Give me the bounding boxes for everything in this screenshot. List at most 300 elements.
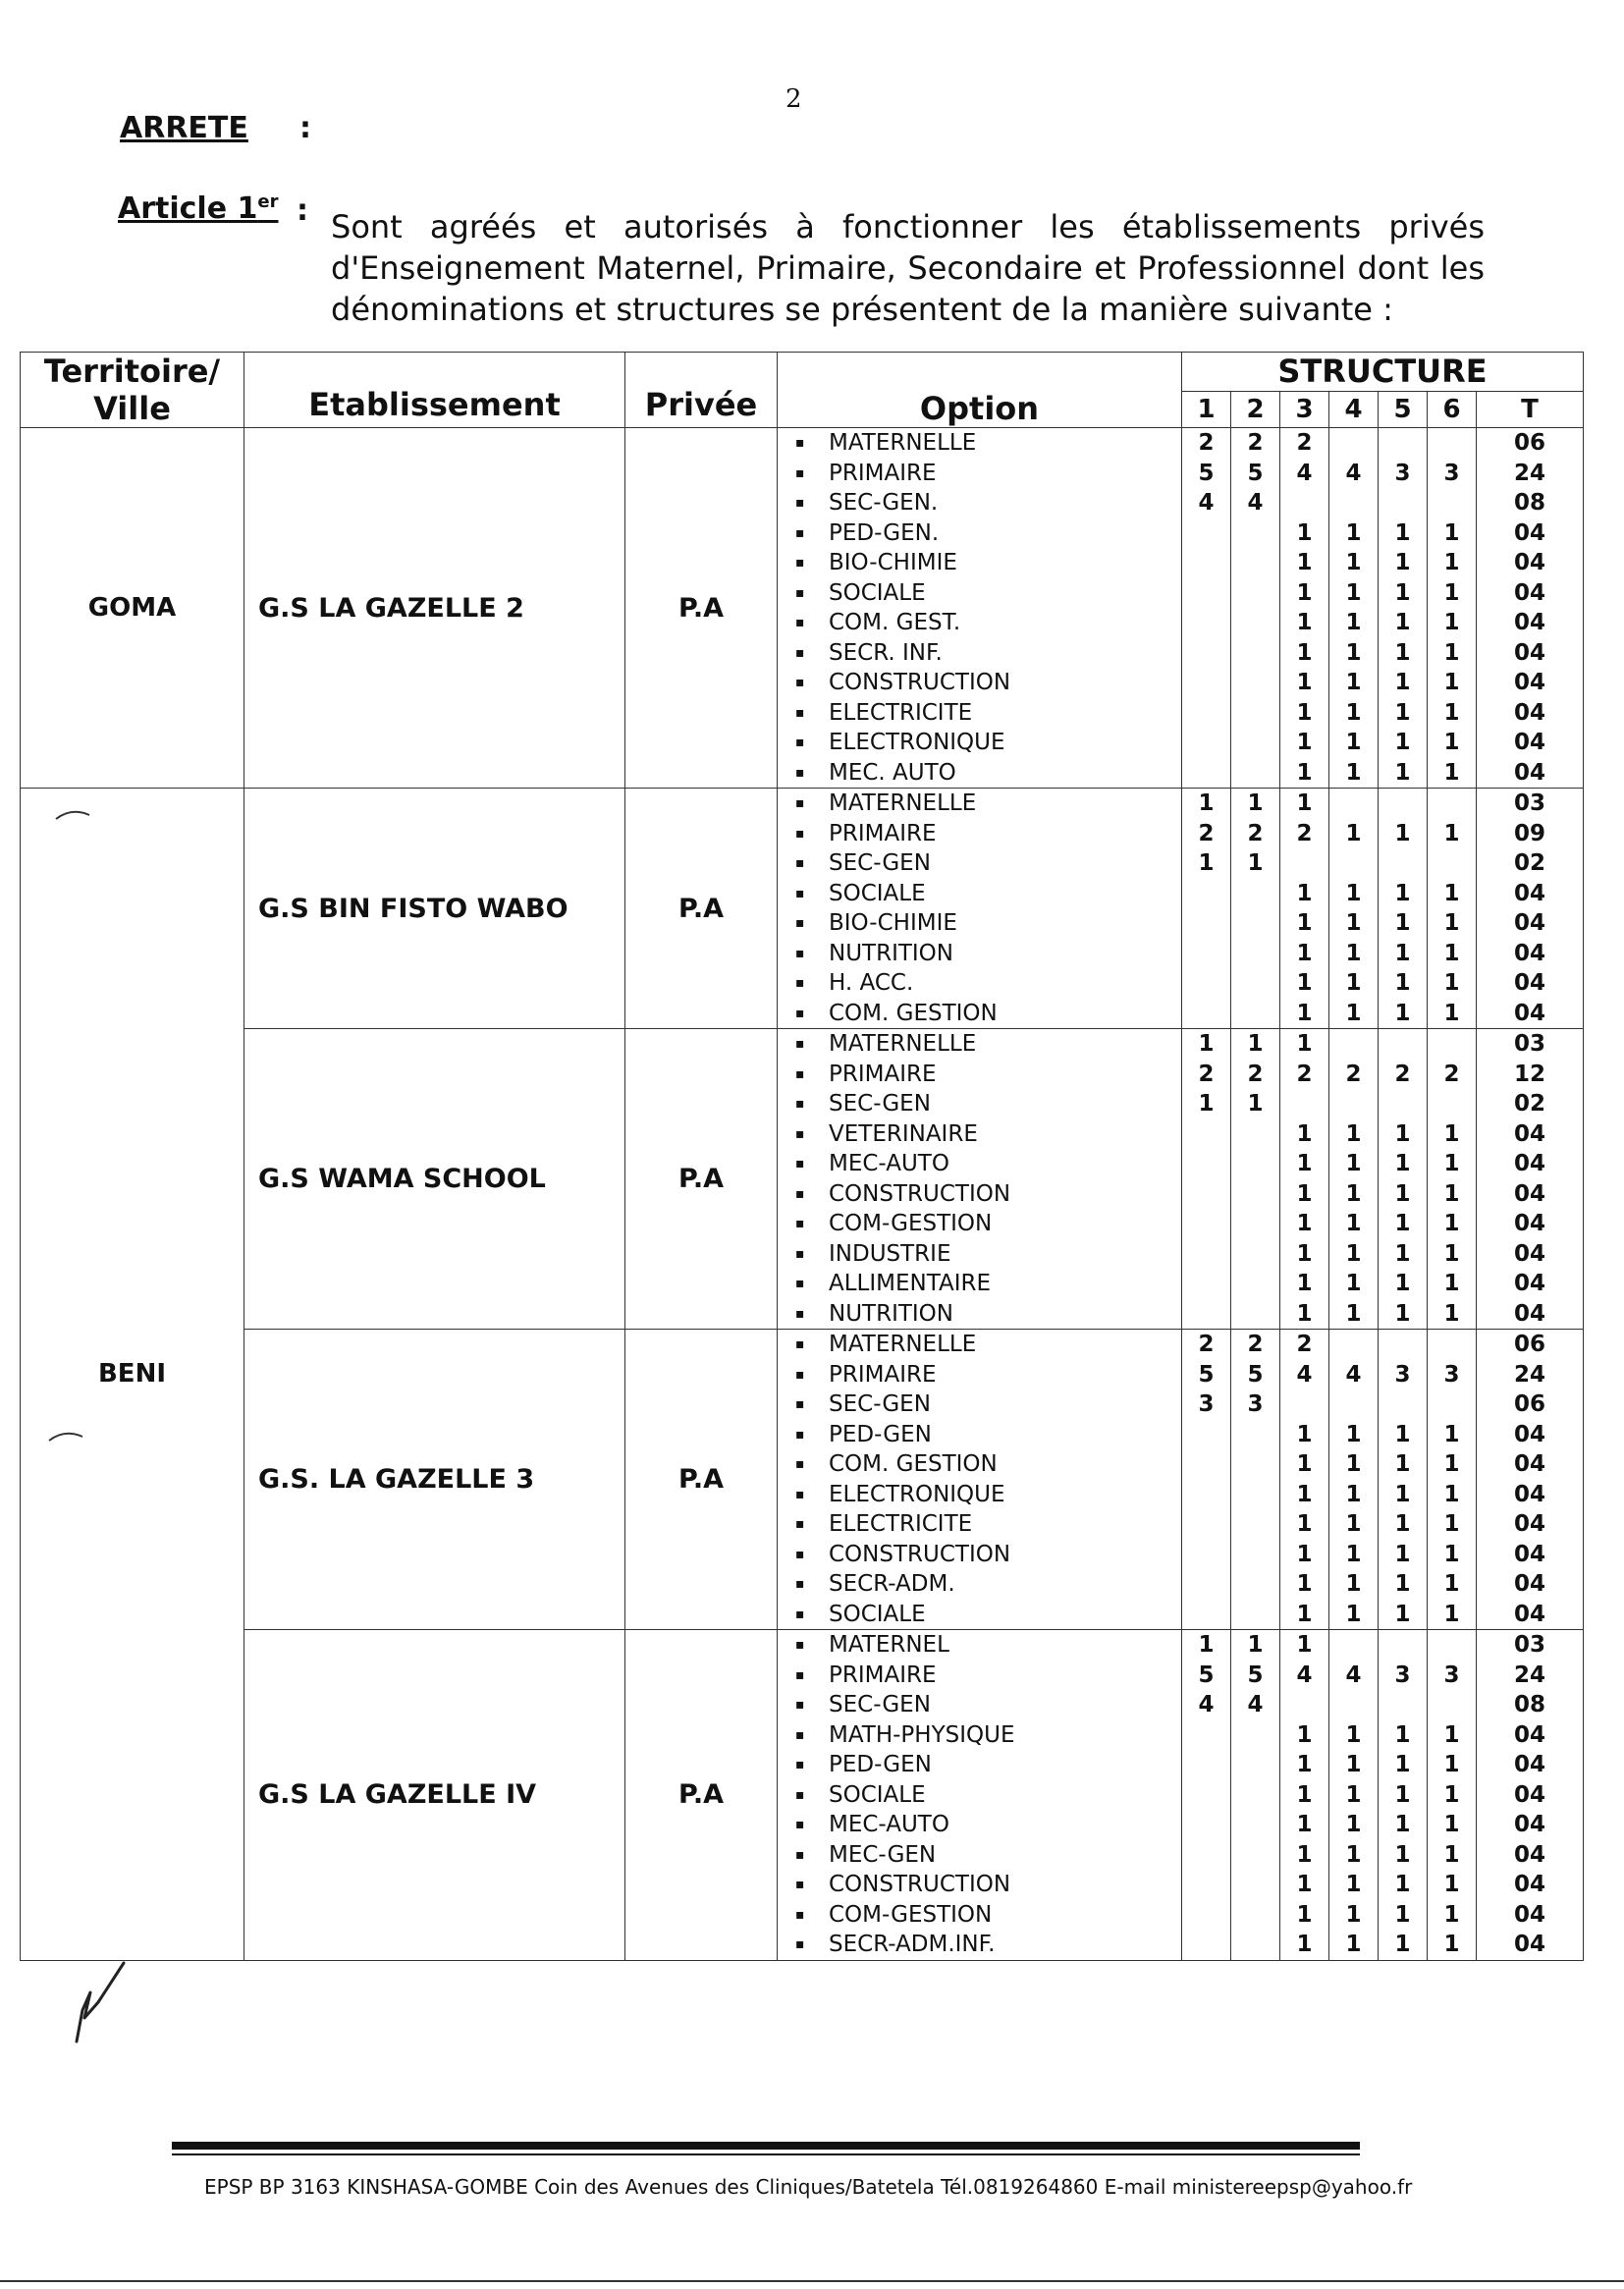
structure-value — [1231, 1299, 1279, 1330]
structure-value: 1 — [1296, 1752, 1313, 1777]
structure-value: 1 — [1296, 1932, 1313, 1957]
structure-value: 1 — [1345, 880, 1362, 906]
structure-value — [1428, 1630, 1476, 1661]
structure-value: 1 — [1296, 1841, 1313, 1868]
option-item: ▪ ELECTRICITE — [795, 698, 1181, 729]
structure-value: 3 — [1247, 1391, 1264, 1417]
structure-value — [1280, 1690, 1328, 1720]
margin-mark-icon — [47, 1429, 86, 1443]
structure-total-value: 04 — [1514, 730, 1546, 755]
etablissement-cell: G.S WAMA SCHOOL — [244, 1029, 625, 1330]
structure-value: 4 — [1296, 1662, 1313, 1688]
structure-value: 1 — [1296, 519, 1313, 546]
structure-total-value: 02 — [1514, 1091, 1546, 1117]
header-col-2: 2 — [1231, 391, 1280, 428]
structure-value: 1 — [1296, 579, 1313, 606]
structure-value — [1231, 638, 1279, 669]
structure-value: 1 — [1296, 910, 1313, 936]
structure-value: 1 — [1443, 519, 1460, 546]
school-row — [21, 428, 1584, 789]
structure-value: 1 — [1296, 699, 1313, 726]
structure-value: 1 — [1443, 1872, 1460, 1897]
structure-value: 1 — [1345, 1481, 1362, 1507]
structure-total-value: 04 — [1514, 1451, 1546, 1477]
structure-total-value: 04 — [1514, 579, 1546, 606]
structure-value — [1428, 1029, 1476, 1060]
structure-total-value: 04 — [1514, 610, 1546, 635]
option-item: ▪ H. ACC. — [795, 968, 1181, 999]
structure-value: 1 — [1443, 910, 1460, 936]
school-row — [21, 1330, 1584, 1630]
structure-total-value: 04 — [1514, 1211, 1546, 1236]
option-item: ▪ ELECTRONIQUE — [795, 1480, 1181, 1510]
structure-total-value: 04 — [1514, 970, 1546, 996]
structure-value: 1 — [1443, 1571, 1460, 1597]
structure-value — [1182, 668, 1230, 698]
structure-value: 5 — [1247, 1662, 1264, 1688]
option-item: ▪ COM. GEST. — [795, 608, 1181, 638]
option-item: ▪ SEC-GEN — [795, 1690, 1181, 1720]
option-item: ▪ PRIMAIRE — [795, 459, 1181, 489]
structure-total-value: 04 — [1514, 1240, 1546, 1267]
structure-value: 1 — [1443, 940, 1460, 966]
structure-value: 1 — [1345, 610, 1362, 635]
structure-value: 1 — [1345, 1601, 1362, 1627]
structure-value: 1 — [1394, 1120, 1411, 1147]
structure-value — [1379, 1089, 1427, 1119]
header-territoire: Territoire/ Ville — [21, 353, 244, 428]
structure-value: 2 — [1247, 430, 1264, 456]
structure-value: 3 — [1198, 1391, 1215, 1417]
structure-cell-total — [1477, 1330, 1584, 1630]
structure-cell-c2 — [1231, 789, 1280, 1029]
structure-value: 1 — [1345, 1901, 1362, 1928]
structure-value: 4 — [1198, 490, 1215, 516]
structure-value — [1428, 428, 1476, 459]
header-etablissement: Etablissement — [244, 353, 625, 428]
structure-total-value: 02 — [1514, 850, 1546, 876]
structure-value: 1 — [1443, 1451, 1460, 1477]
structure-value: 1 — [1345, 1271, 1362, 1296]
option-item: ▪ MEC. AUTO — [795, 758, 1181, 789]
structure-value: 2 — [1296, 820, 1313, 846]
structure-cell-c6 — [1428, 789, 1477, 1029]
structure-value: 1 — [1443, 610, 1460, 635]
structure-value: 1 — [1296, 1812, 1313, 1837]
structure-value: 1 — [1345, 910, 1362, 936]
option-item: ▪ PED-GEN — [795, 1750, 1181, 1780]
structure-value: 1 — [1296, 759, 1313, 786]
structure-total-value: 04 — [1514, 1601, 1546, 1627]
territoire-cell: GOMA — [21, 428, 244, 789]
structure-value — [1329, 1330, 1378, 1360]
option-item: ▪ PRIMAIRE — [795, 1360, 1181, 1390]
structure-value: 1 — [1443, 670, 1460, 695]
structure-value — [1231, 1870, 1279, 1900]
option-item: ▪ SOCIALE — [795, 1780, 1181, 1811]
signature-mark-icon — [69, 1959, 147, 2047]
structure-value — [1182, 1930, 1230, 1960]
structure-value: 1 — [1394, 639, 1411, 666]
structure-value: 1 — [1345, 550, 1362, 575]
structure-value: 4 — [1345, 1361, 1362, 1388]
structure-value: 5 — [1247, 1361, 1264, 1388]
structure-total-value: 04 — [1514, 759, 1546, 786]
option-item: ▪ BIO-CHIMIE — [795, 548, 1181, 578]
header-col-5: 5 — [1379, 391, 1428, 428]
structure-value: 1 — [1443, 1300, 1460, 1327]
structure-value — [1231, 608, 1279, 638]
structure-value — [1231, 698, 1279, 729]
structure-value: 1 — [1443, 1211, 1460, 1236]
structure-value: 5 — [1198, 460, 1215, 486]
structure-value: 1 — [1296, 610, 1313, 635]
structure-value: 1 — [1443, 1932, 1460, 1957]
structure-value: 1 — [1394, 1511, 1411, 1537]
structure-value: 1 — [1394, 1151, 1411, 1176]
option-cell — [778, 1330, 1182, 1630]
structure-value: 1 — [1296, 1571, 1313, 1597]
structure-value: 1 — [1296, 639, 1313, 666]
structure-value: 1 — [1296, 1211, 1313, 1236]
structure-cell-c2 — [1231, 428, 1280, 789]
structure-value — [1231, 518, 1279, 549]
structure-value — [1379, 789, 1427, 819]
structure-value — [1182, 908, 1230, 939]
structure-value — [1231, 1119, 1279, 1150]
structure-value: 4 — [1296, 460, 1313, 486]
structure-cell-total — [1477, 789, 1584, 1029]
option-item: ▪ MEC-AUTO — [795, 1149, 1181, 1179]
structure-cell-c2 — [1231, 1630, 1280, 1961]
structure-value — [1182, 1810, 1230, 1840]
structure-value: 1 — [1345, 579, 1362, 606]
structure-value: 2 — [1296, 1332, 1313, 1357]
structure-value — [1428, 1390, 1476, 1420]
option-item: ▪ COM-GESTION — [795, 1900, 1181, 1931]
option-item: ▪ CONSTRUCTION — [795, 668, 1181, 698]
structure-cell-c2 — [1231, 1029, 1280, 1330]
structure-value: 1 — [1296, 1511, 1313, 1537]
structure-value: 1 — [1296, 1781, 1313, 1808]
option-item: ▪ BIO-CHIMIE — [795, 908, 1181, 939]
structure-value: 1 — [1394, 1541, 1411, 1567]
structure-value: 1 — [1394, 519, 1411, 546]
structure-value: 1 — [1443, 1601, 1460, 1627]
header-col-3: 3 — [1280, 391, 1329, 428]
structure-cell-c6 — [1428, 1330, 1477, 1630]
privee-cell: P.A — [625, 1029, 778, 1330]
structure-cell-c6 — [1428, 428, 1477, 789]
structure-value: 1 — [1394, 579, 1411, 606]
structure-value — [1182, 758, 1230, 789]
structure-total-value: 03 — [1514, 1632, 1546, 1658]
structure-value: 1 — [1296, 730, 1313, 755]
structure-total-value: 04 — [1514, 1571, 1546, 1597]
structure-value: 1 — [1296, 1120, 1313, 1147]
structure-value: 4 — [1296, 1361, 1313, 1388]
structure-value: 1 — [1394, 820, 1411, 846]
option-item: ▪ ELECTRONIQUE — [795, 728, 1181, 758]
structure-cell-total — [1477, 1029, 1584, 1330]
structure-value — [1182, 1480, 1230, 1510]
structure-value: 1 — [1345, 1541, 1362, 1567]
structure-value: 1 — [1394, 1000, 1411, 1026]
option-item: ▪ NUTRITION — [795, 939, 1181, 969]
structure-value: 1 — [1394, 1211, 1411, 1236]
structure-total-value: 03 — [1514, 1031, 1546, 1057]
structure-value — [1182, 1540, 1230, 1570]
structure-value — [1182, 1119, 1230, 1150]
structure-value: 1 — [1198, 1031, 1215, 1057]
structure-total-value: 04 — [1514, 880, 1546, 906]
structure-value: 1 — [1345, 1932, 1362, 1957]
structure-cell-c4 — [1329, 1330, 1379, 1630]
structure-value: 1 — [1394, 1841, 1411, 1868]
option-item: ▪ MEC-GEN — [795, 1840, 1181, 1871]
structure-value: 1 — [1443, 1781, 1460, 1808]
article-colon: : — [297, 193, 308, 228]
structure-value: 1 — [1443, 1812, 1460, 1837]
structure-value: 2 — [1198, 820, 1215, 846]
option-item: ▪ SEC-GEN — [795, 848, 1181, 879]
structure-cell-c5 — [1379, 789, 1428, 1029]
structure-value — [1329, 789, 1378, 819]
structure-value: 1 — [1345, 1451, 1362, 1477]
structure-value: 1 — [1345, 670, 1362, 695]
structure-value: 4 — [1345, 1662, 1362, 1688]
structure-value: 1 — [1296, 1451, 1313, 1477]
structure-value: 1 — [1394, 1812, 1411, 1837]
structure-value: 1 — [1394, 670, 1411, 695]
header-col-1: 1 — [1182, 391, 1231, 428]
structure-value: 1 — [1443, 880, 1460, 906]
structure-cell-c1 — [1182, 1029, 1231, 1330]
structure-value — [1428, 789, 1476, 819]
structure-value — [1182, 518, 1230, 549]
structure-value: 1 — [1345, 1812, 1362, 1837]
structure-value: 1 — [1296, 1872, 1313, 1897]
option-item: ▪ SECR-ADM. — [795, 1569, 1181, 1600]
structure-cell-c4 — [1329, 1630, 1379, 1961]
structure-value — [1182, 1840, 1230, 1871]
structure-total-value: 06 — [1514, 1391, 1546, 1417]
structure-value — [1182, 968, 1230, 999]
structure-value: 1 — [1443, 820, 1460, 846]
structure-cell-c3 — [1280, 1330, 1329, 1630]
structure-value: 1 — [1296, 1031, 1313, 1057]
option-item: ▪ SECR-ADM.INF. — [795, 1930, 1181, 1960]
structure-cell-c5 — [1379, 1630, 1428, 1961]
structure-value: 1 — [1394, 1271, 1411, 1296]
header-row-top — [21, 353, 1584, 392]
structure-value: 4 — [1247, 1692, 1264, 1717]
option-item: ▪ SEC-GEN. — [795, 488, 1181, 518]
structure-value: 2 — [1394, 1061, 1411, 1087]
structure-total-value: 04 — [1514, 639, 1546, 666]
structure-total-value: 24 — [1514, 1361, 1546, 1388]
structure-value: 1 — [1345, 1721, 1362, 1748]
footer-rule-thin — [172, 2153, 1360, 2155]
structure-value: 1 — [1247, 1031, 1264, 1057]
structure-value — [1182, 1780, 1230, 1811]
structure-value — [1329, 1029, 1378, 1060]
structure-value — [1231, 1480, 1279, 1510]
structure-value — [1329, 428, 1378, 459]
structure-total-value: 12 — [1514, 1061, 1546, 1087]
structure-total-value: 04 — [1514, 1841, 1546, 1868]
structure-value — [1231, 1600, 1279, 1630]
structure-value: 1 — [1247, 850, 1264, 876]
structure-value: 1 — [1345, 1781, 1362, 1808]
structure-value — [1231, 879, 1279, 909]
structure-value — [1231, 939, 1279, 969]
structure-cell-c5 — [1379, 1330, 1428, 1630]
structure-total-value: 04 — [1514, 550, 1546, 575]
structure-value: 1 — [1345, 940, 1362, 966]
structure-value: 1 — [1443, 970, 1460, 996]
structure-value: 1 — [1443, 1240, 1460, 1267]
school-row — [21, 1029, 1584, 1330]
structure-total-value: 04 — [1514, 670, 1546, 695]
structure-value: 2 — [1198, 1061, 1215, 1087]
option-cell — [778, 1630, 1182, 1961]
structure-value: 1 — [1443, 1180, 1460, 1207]
structure-total-value: 03 — [1514, 790, 1546, 816]
structure-value: 1 — [1443, 1421, 1460, 1447]
structure-total-value: 08 — [1514, 1692, 1546, 1717]
option-item: ▪ COM-GESTION — [795, 1209, 1181, 1239]
structure-value — [1280, 1089, 1328, 1119]
article-text: Sont agréés et autorisés à fonctionner les établissements privés d'Enseignement Maternel, Primaire, Secondaire et Professionnel dont les dénominations et structures se présentent de la manière suivante : — [331, 208, 1485, 328]
option-item: ▪ PRIMAIRE — [795, 1060, 1181, 1090]
structure-value: 1 — [1394, 1240, 1411, 1267]
structure-value: 3 — [1394, 460, 1411, 486]
structure-value: 2 — [1198, 1332, 1215, 1357]
structure-cell-c5 — [1379, 1029, 1428, 1330]
article-label-sup: er — [257, 191, 279, 212]
structure-value — [1231, 1930, 1279, 1960]
structure-value — [1329, 1690, 1378, 1720]
structure-total-value: 04 — [1514, 1271, 1546, 1296]
arrete-heading: ARRETE — [120, 111, 248, 145]
structure-value: 1 — [1443, 1901, 1460, 1928]
structure-value: 1 — [1296, 1541, 1313, 1567]
structure-value: 1 — [1443, 699, 1460, 726]
structure-value — [1231, 1149, 1279, 1179]
structure-value: 1 — [1345, 1841, 1362, 1868]
structure-value: 1 — [1296, 1481, 1313, 1507]
structure-value — [1231, 1420, 1279, 1450]
option-item: ▪ PED-GEN — [795, 1420, 1181, 1450]
structure-cell-c3 — [1280, 1029, 1329, 1330]
structure-value: 1 — [1345, 970, 1362, 996]
header-col-t: T — [1477, 391, 1584, 428]
structure-value: 1 — [1345, 1240, 1362, 1267]
structure-value: 1 — [1345, 699, 1362, 726]
structure-value — [1231, 1840, 1279, 1871]
structure-total-value: 24 — [1514, 460, 1546, 486]
option-cell — [778, 428, 1182, 789]
article-label-text: Article 1 — [118, 191, 258, 226]
structure-value — [1182, 638, 1230, 669]
structure-total-value: 06 — [1514, 430, 1546, 456]
structure-value: 1 — [1198, 1091, 1215, 1117]
structure-value: 1 — [1345, 1571, 1362, 1597]
structure-total-value: 04 — [1514, 1872, 1546, 1897]
structure-value — [1182, 1179, 1230, 1210]
header-option: Option — [778, 353, 1182, 428]
page-number: 2 — [785, 84, 802, 114]
article-label — [118, 191, 278, 226]
structure-value — [1182, 1900, 1230, 1931]
structure-value: 1 — [1394, 550, 1411, 575]
structure-total-value: 04 — [1514, 1932, 1546, 1957]
structure-value: 1 — [1296, 940, 1313, 966]
structure-value: 1 — [1296, 1300, 1313, 1327]
structure-cell-c1 — [1182, 428, 1231, 789]
structure-value — [1182, 1420, 1230, 1450]
structure-value — [1182, 698, 1230, 729]
option-item: ▪ MATERNEL — [795, 1630, 1181, 1661]
structure-value — [1428, 1330, 1476, 1360]
etablissement-cell: G.S. LA GAZELLE 3 — [244, 1330, 625, 1630]
structure-value: 1 — [1345, 1151, 1362, 1176]
territoire-cell: BENI — [21, 789, 244, 1961]
structure-value: 1 — [1296, 880, 1313, 906]
structure-value: 3 — [1394, 1662, 1411, 1688]
structure-value: 1 — [1345, 1421, 1362, 1447]
structure-value: 1 — [1296, 1271, 1313, 1296]
structure-value: 1 — [1394, 1481, 1411, 1507]
structure-value: 1 — [1198, 1632, 1215, 1658]
structure-value — [1231, 999, 1279, 1029]
structure-value — [1182, 1299, 1230, 1330]
option-item: ▪ ELECTRICITE — [795, 1509, 1181, 1540]
structure-total-value: 04 — [1514, 1901, 1546, 1928]
structure-total-value: 04 — [1514, 699, 1546, 726]
structure-value: 1 — [1443, 1000, 1460, 1026]
option-item: ▪ MATERNELLE — [795, 428, 1181, 459]
option-item: ▪ MEC-AUTO — [795, 1810, 1181, 1840]
structure-value: 1 — [1394, 1781, 1411, 1808]
option-item: ▪ SOCIALE — [795, 578, 1181, 609]
arrete-colon: : — [299, 111, 311, 145]
structure-total-value: 09 — [1514, 820, 1546, 846]
structure-value: 1 — [1345, 1300, 1362, 1327]
structure-total-value: 04 — [1514, 1511, 1546, 1537]
structure-value — [1182, 999, 1230, 1029]
structure-value — [1231, 1239, 1279, 1270]
structure-value: 2 — [1247, 1332, 1264, 1357]
etablissement-cell: G.S LA GAZELLE IV — [244, 1630, 625, 1961]
structure-value — [1231, 1449, 1279, 1480]
structure-value — [1231, 1810, 1279, 1840]
structure-value — [1182, 1239, 1230, 1270]
structure-value: 1 — [1443, 1841, 1460, 1868]
structure-value: 5 — [1198, 1662, 1215, 1688]
structure-total-value: 04 — [1514, 940, 1546, 966]
structure-value: 3 — [1394, 1361, 1411, 1388]
structure-value: 1 — [1296, 550, 1313, 575]
structure-value — [1231, 1179, 1279, 1210]
structure-value: 2 — [1296, 430, 1313, 456]
privee-cell: P.A — [625, 789, 778, 1029]
structure-value — [1182, 1600, 1230, 1630]
structure-value: 1 — [1394, 1721, 1411, 1748]
option-item: ▪ CONSTRUCTION — [795, 1870, 1181, 1900]
structure-value: 1 — [1394, 610, 1411, 635]
